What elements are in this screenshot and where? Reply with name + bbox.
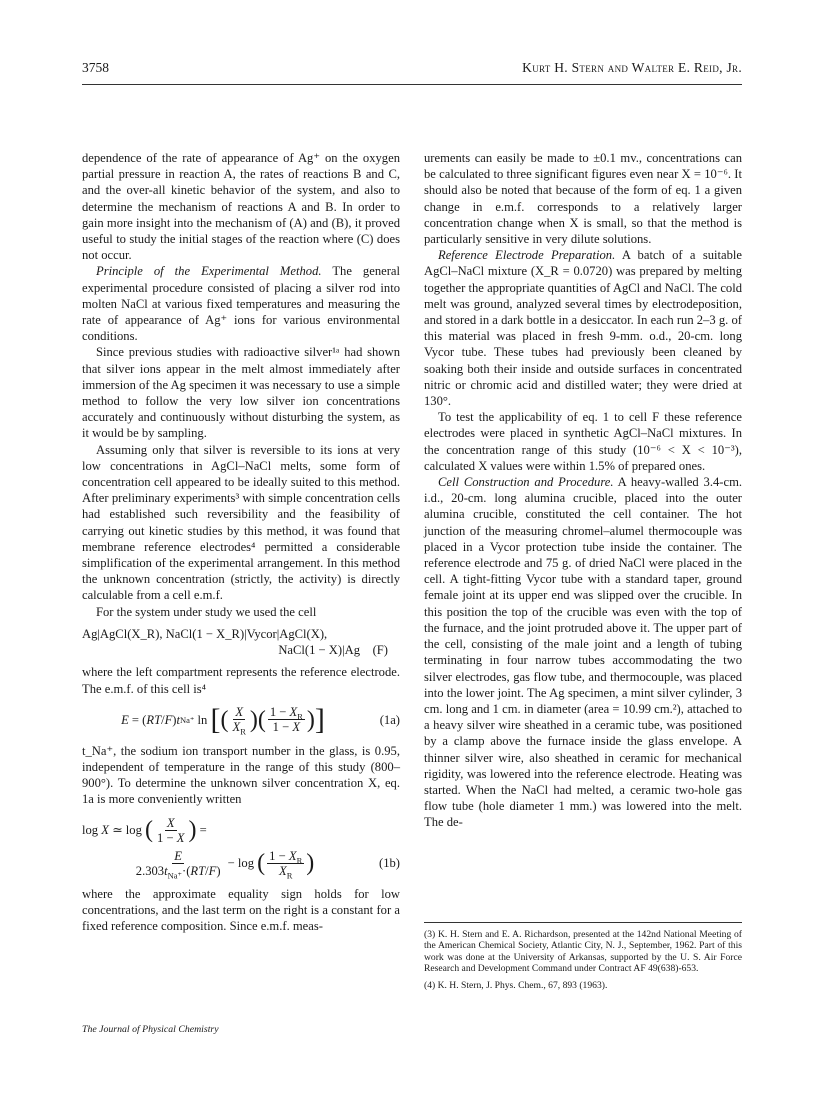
paragraph: t_Na⁺, the sodium ion transport number in the glass, is 0.95, independent of temperature in the range of this study (800–900°). To determine the unknown silver concentration X, eq. 1a is more conveniently written: [82, 743, 400, 807]
paragraph: dependence of the rate of appearance of Ag⁺ on the oxygen partial pressure in reaction A, the rates of reactions B and C, and the over-all kinetic behavior of the system, and also to determine the mechanism of reactions A and B. In order to gain more insight into the mechanism of (A) and (B), it proved useful to study the initial stages of the reaction where (C) does not occur.: [82, 151, 400, 263]
section-heading: Reference Electrode Preparation.: [438, 248, 616, 263]
paragraph: Assuming only that silver is reversible to its ions at very low concentrations in AgCl–NaCl melts, some form of concentration cell appeared to be ideally suited to this method. After preliminary experiments³ with simple concentration cells had established such reversibility and the feasibility of carrying out kinetic studies by this method, it was found that membrane reference electrodes⁴ permitted a considerable simplification of the experimental arrangement. In this method the unknown concentration (strictly, the activity) is directly calculable from a cell e.m.f.: [82, 442, 400, 603]
paragraph: urements can easily be made to ±0.1 mv., concentrations can be calculated to three significant figures even near X = 10⁻⁶. It should also be noted that because of the form of eq. 1 a given change in e.m.f. corresponds to a relatively larger concentration change when X is small, so that the method is particularly sensitive in very dilute solutions.: [424, 151, 742, 247]
equation-label: (1a): [379, 712, 400, 727]
section-heading: Principle of the Experimental Method.: [96, 264, 322, 279]
cell-line-2: [82, 642, 400, 658]
equation-body: log X ≃ log ( $\frac{X}{1 - X}$ ) =: [82, 815, 207, 845]
page-header: [82, 60, 742, 82]
paragraph: where the approximate equality sign holds for low concentrations, and the last term on the right is a constant for a fixed reference composition. Since e.m.f. meas-: [82, 886, 400, 933]
paragraph: Since previous studies with radioactive silver¹ᵃ had shown that silver ions appear in the melt almost immediately after immersion of the Ag specimen it was necessary to use a simple method to follow the very low silver ion concentrations accurately and continuously without disturbing the system, as it would be by sampling.: [82, 345, 400, 441]
cell-line-1: Ag|AgCl(X_R), NaCl(1 − X_R)|Vycor|AgCl(X),: [82, 626, 328, 641]
running-head: Kurt H. Stern and Walter E. Reid, Jr.: [522, 60, 742, 75]
section-heading: Cell Construction and Procedure.: [438, 475, 614, 490]
equation-label: (1b): [379, 855, 400, 870]
equation-label: (F): [372, 643, 388, 658]
footnote-3: (3) K. H. Stern and E. A. Richardson, presented at the 142nd National Meeting of the American Chemical Society, Atlantic City, N. J., September, 1962. Part of this work was done at the University of Arkansas, supported by the U. S. Air Force Research and Development Command under Contract AF 49(638)-653.: [424, 929, 742, 975]
equation-1a: [82, 702, 400, 737]
footnote-rule: [424, 922, 742, 923]
paragraph: [424, 474, 742, 830]
equation-body: $\frac{E}{2.303t_{Na^+}\cdot(RT/F)}$ − log ( $\frac{1 - X_R}{X_R}$ ): [135, 848, 315, 881]
paragraph: where the left compartment represents the reference electrode. The e.m.f. of this cell is⁴: [82, 665, 400, 696]
paragraph: To test the applicability of eq. 1 to cell F these reference electrodes were placed in synthetic AgCl–NaCl mixtures. In the concentration range of this study (10⁻⁶ < X < 10⁻³), calculated X values were within 1.5% of prepared ones.: [424, 410, 742, 473]
right-column: [424, 150, 742, 831]
paragraph-text: A heavy-walled 3.4-cm. i.d., 20-cm. long alumina crucible, placed into the outer alumina crucible, constituted the cell container. The hot junction of the measuring chromel–alumel thermocouple was placed in a Vycor protection tube inside the container. The reference electrode and 75 g. of dried NaCl were placed in the cell. A tight-fitting Vycor tube with a standard taper, ground female joint at its upper end was slipped over the crucible. In this position the top of the crucible was even with the top of the furnace, and the joint protruded above it. The upper part of the cell, consisting of the male joint and a length of tubing terminating in four narrow tubes accommodating the two silver electrodes, gas flow tube, and thermocouple, was placed into the lower joint. The Ag specimen, a mint silver cylinder, 3 cm. long and 1 cm. in diameter (area = 10.99 cm.²), attached to a heavy silver wire sheathed in a ceramic tube, was positioned by a clamp above the furnace inside the glass envelope. A thinner silver wire, also sheathed in ceramic for mechanical rigidity, was lowered into the reference electrode. Heating was started. When the NaCl had melted, a ceramic two-hole gas flow tube (hole diameter 1 mm.) was lowered into the melt. The de-: [424, 475, 743, 830]
cell-notation: [82, 626, 400, 658]
footnotes: [424, 922, 742, 991]
paragraph-text: A batch of a suitable AgCl–NaCl mixture (X_R = 0.0720) was prepared by melting together the appropriate quantities of AgCl and NaCl. The cold melt was ground, analyzed several times by electrodeposition, and stored in a dark bottle in a desiccator. In each run 2–3 g. of this material was placed in fresh 9-mm. o.d., 20-cm. long Vycor tube. These tubes had previously been cleaned by soaking both their inside and outside surfaces in concentrated nitric or chromic acid and distilled water; they were dried at 130°.: [424, 248, 742, 409]
header-rule: [82, 84, 742, 85]
page-number: 3758: [82, 60, 109, 75]
equation-1b-line1: [82, 816, 400, 845]
paragraph: [82, 263, 400, 344]
paragraph: [424, 247, 742, 409]
paragraph: For the system under study we used the cell: [96, 604, 317, 619]
equation-body: E = ( RT / F ) t Na⁺ ln [ ( $\frac{X}{X_R}$ )( $\frac{1 - X_R}{1 - X}$ ) ]: [121, 702, 325, 737]
left-column: [82, 150, 400, 934]
footnote-4: (4) K. H. Stern, J. Phys. Chem., 67, 893 (1963).: [424, 979, 608, 991]
cell-line-2-text: NaCl(1 − X)|Ag: [278, 643, 360, 658]
equation-1b-line2: [82, 848, 400, 881]
paragraph-text: The general experimental procedure consisted of placing a silver rod into molten NaCl at various fixed temperatures and measuring the rate of appearance of Ag⁺ ions for various environmental conditions.: [82, 264, 400, 344]
journal-name: The Journal of Physical Chemistry: [82, 1024, 219, 1035]
